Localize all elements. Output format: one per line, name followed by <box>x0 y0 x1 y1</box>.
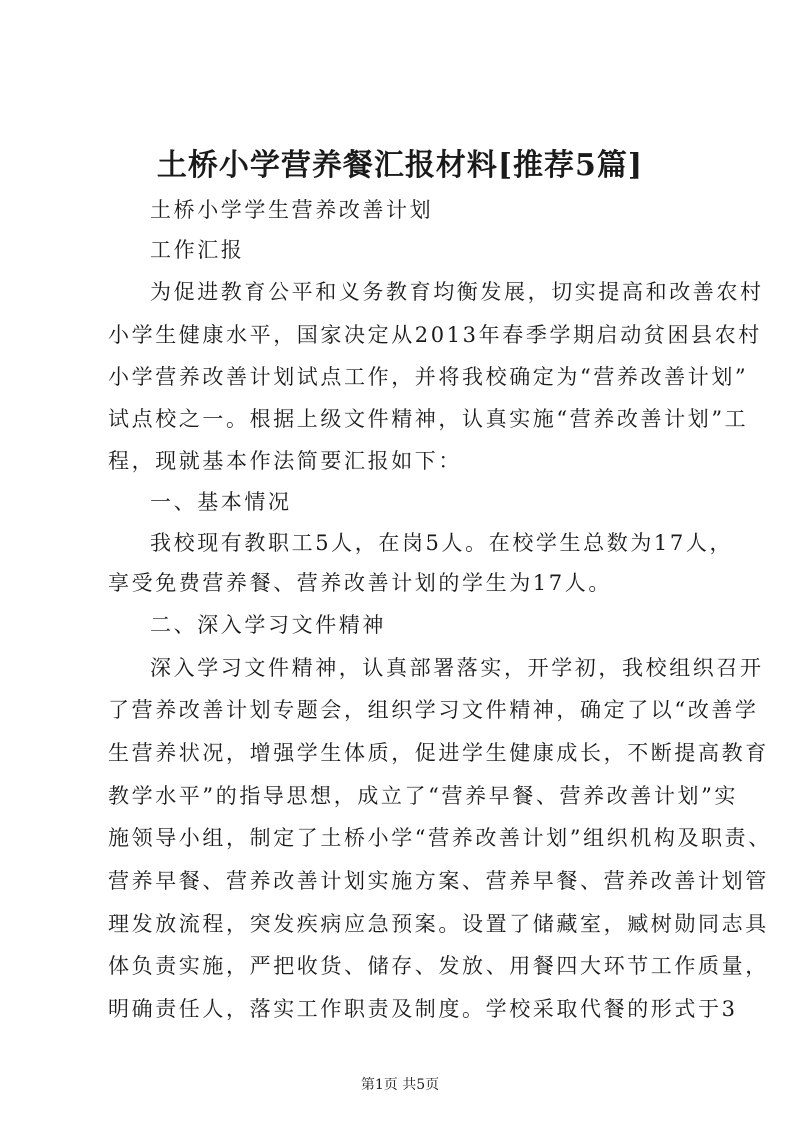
paragraph-line: 教学水平”的指导思想，成立了“营养早餐、营养改善计划”实 <box>108 784 739 808</box>
paragraph-line: 明确责任人，落实工作职责及制度。学校采取代餐的形式于3 <box>108 997 738 1021</box>
paragraph-line: 试点校之一。根据上级文件精神，认真实施“营养改善计划”工 <box>108 407 749 431</box>
paragraph-line: 施领导小组，制定了土桥小学“营养改善计划”组织机构及职责、 <box>108 826 772 850</box>
paragraph-line: 深入学习文件精神，认真部署落实，开学初，我校组织召开 <box>150 656 764 680</box>
paragraph-line: 生营养状况，增强学生体质，促进学生健康成长，不断提高教育 <box>108 741 769 765</box>
paragraph-line: 理发放流程，突发疾病应急预案。设置了储藏室，臧树勋同志具 <box>108 912 769 936</box>
paragraph-line: 营养早餐、营养改善计划实施方案、营养早餐、营养改善计划管 <box>108 869 769 893</box>
paragraph-line: 程，现就基本作法简要汇报如下： <box>108 449 462 473</box>
subtitle-line: 土桥小学学生营养改善计划 <box>150 198 434 222</box>
paragraph-line: 体负责实施，严把收货、储存、发放、用餐四大环节工作质量， <box>108 954 769 978</box>
paragraph-line: 小学营养改善计划试点工作，并将我校确定为“营养改善计划” <box>108 365 749 389</box>
paragraph-line: 享受免费营养餐、营养改善计划的学生为17人。 <box>108 571 612 595</box>
document-title: 土桥小学营养餐汇报材料[推荐5篇] <box>156 148 644 183</box>
page-number-footer: 第1页 共5页 <box>360 1077 440 1093</box>
paragraph-line: 为促进教育公平和义务教育均衡发展，切实提高和改善农村 <box>150 280 764 304</box>
paragraph-line: 我校现有教职工5人，在岗5人。在校学生总数为17人， <box>150 531 734 555</box>
section-heading: 一、基本情况 <box>150 490 292 514</box>
subtitle-line: 工作汇报 <box>150 238 245 262</box>
section-heading: 二、深入学习文件精神 <box>150 613 386 637</box>
paragraph-line: 小学生健康水平，国家决定从2013年春季学期启动贫困县农村 <box>108 323 762 347</box>
paragraph-line: 了营养改善计划专题会，组织学习文件精神，确定了以“改善学 <box>108 698 759 722</box>
